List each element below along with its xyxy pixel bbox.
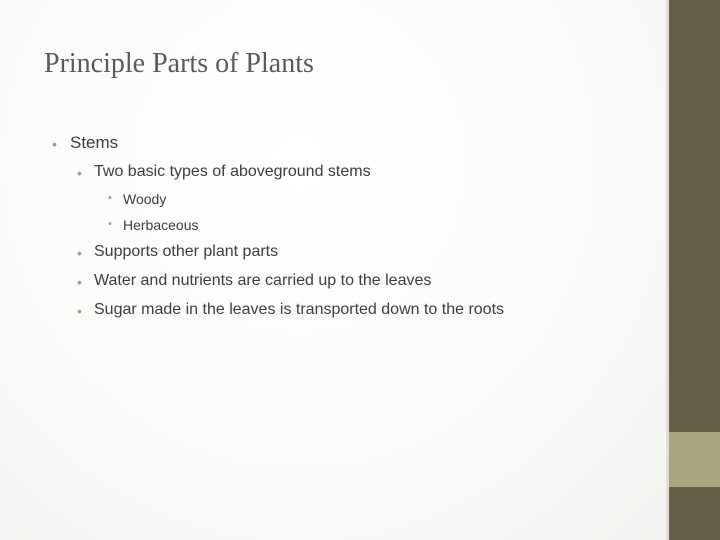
sidebar-dark-top-block xyxy=(669,0,720,432)
bullet-woody: Woody xyxy=(123,191,167,207)
bullet-herbaceous: Herbaceous xyxy=(123,217,199,233)
bullet-sugar: Sugar made in the leaves is transported down to the roots xyxy=(94,301,505,318)
bullet-dot: • xyxy=(108,192,112,204)
bullet-dot: • xyxy=(77,274,82,290)
sidebar-accent-block xyxy=(669,432,720,487)
bullet-dot: • xyxy=(108,218,112,230)
bullet-dot: • xyxy=(52,136,57,152)
bullet-dot: • xyxy=(77,165,82,181)
bullet-two-basic-types: Two basic types of aboveground stems xyxy=(94,163,371,180)
bullet-stems: Stems xyxy=(70,133,119,152)
bullet-dot: • xyxy=(77,303,82,319)
bullet-supports: Supports other plant parts xyxy=(94,243,279,260)
slide-title: Principle Parts of Plants xyxy=(44,48,314,79)
bullet-water-nutrients: Water and nutrients are carried up to the leaves xyxy=(94,272,432,289)
bullet-dot: • xyxy=(77,245,82,261)
sidebar-dark-bottom-block xyxy=(669,487,720,540)
